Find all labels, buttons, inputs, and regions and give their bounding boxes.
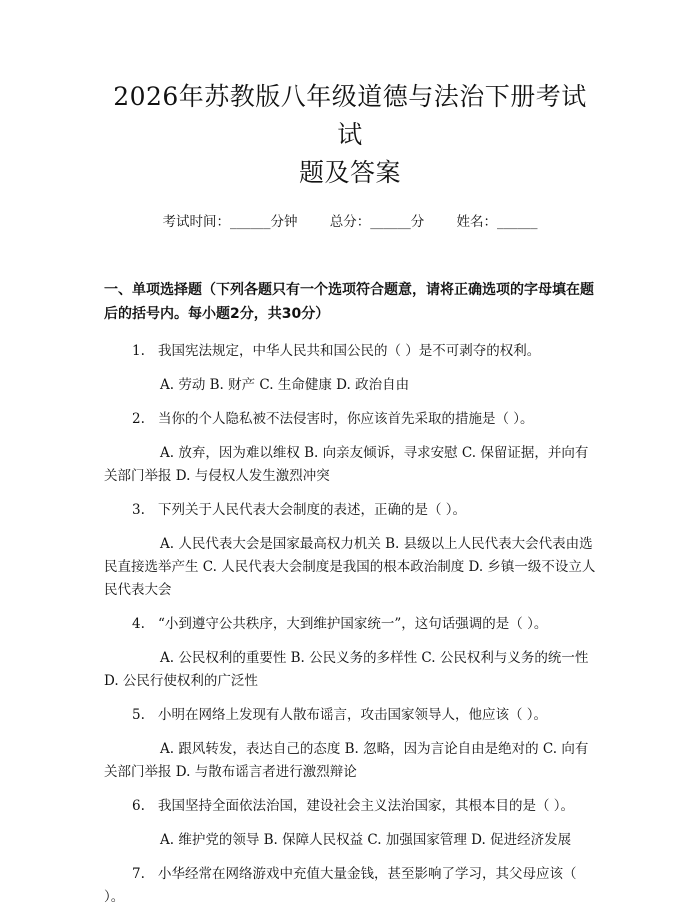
question-7 xyxy=(104,863,596,909)
question-text: 当你的个人隐私被不法侵害时，你应该首先采取的措施是（ ）。 xyxy=(158,411,534,427)
question-number: 4. xyxy=(132,616,145,632)
question-text: 我国宪法规定，中华人民共和国公民的（ ）是不可剥夺的权利。 xyxy=(158,343,541,359)
question-6 xyxy=(104,795,596,818)
question-3-options: A. 人民代表大会是国家最高权力机关 B. 县级以上人民代表大会代表由选民直接选举产生 C. 人民代表大会制度是我国的根本政治制度 D. 乡镇一级不设立人民代表大会 xyxy=(104,536,596,598)
question-5 xyxy=(104,704,596,727)
question-number: 3. xyxy=(132,502,145,518)
question-1-options: A. 劳动 B. 财产 C. 生命健康 D. 政治自由 xyxy=(160,377,410,393)
exam-time: 考试时间：______分钟 xyxy=(162,214,298,230)
question-3 xyxy=(104,499,596,522)
document-title xyxy=(104,78,596,192)
question-number: 7. xyxy=(132,866,145,882)
question-1 xyxy=(104,340,596,363)
question-text: 我国坚持全面依法治国，建设社会主义法治国家，其根本目的是（ ）。 xyxy=(158,798,575,814)
question-number: 1. xyxy=(132,343,145,359)
question-6-options: A. 维护党的领导 B. 保障人民权益 C. 加强国家管理 D. 促进经济发展 xyxy=(160,832,572,848)
section-heading: 一、单项选择题（下列各题只有一个选项符合题意，请将正确选项的字母填在题后的括号内。每小题2分，共30分） xyxy=(104,282,594,322)
question-2-options: A. 放弃，因为难以维权 B. 向亲友倾诉，寻求安慰 C. 保留证据，并向有关部门举报 D. 与侵权人发生激烈冲突 xyxy=(104,445,589,484)
question-4-options: A. 公民权利的重要性 B. 公民义务的多样性 C. 公民权利与义务的统一性 D. 公民行使权利的广泛性 xyxy=(104,650,589,689)
exam-name: 姓名：______ xyxy=(456,214,538,230)
question-5-options: A. 跟风转发，表达自己的态度 B. 忽略，因为言论自由是绝对的 C. 向有关部门举报 D. 与散布谣言者进行激烈辩论 xyxy=(104,741,589,780)
exam-meta xyxy=(104,212,596,232)
question-text: 小华经常在网络游戏中充值大量金钱，甚至影响了学习，其父母应该（ ）。 xyxy=(104,866,577,905)
exam-score: 总分：______分 xyxy=(329,214,425,230)
question-4 xyxy=(104,613,596,636)
question-text: “小到遵守公共秩序，大到维护国家统一”，这句话强调的是（ ）。 xyxy=(158,616,548,632)
question-number: 6. xyxy=(132,798,145,814)
title-line-2: 题及答案 xyxy=(298,158,401,187)
question-number: 2. xyxy=(132,411,145,427)
question-2 xyxy=(104,408,596,431)
question-text: 小明在网络上发现有人散布谣言，攻击国家领导人，他应该（ ）。 xyxy=(158,707,548,723)
question-text: 下列关于人民代表大会制度的表述，正确的是（ ）。 xyxy=(158,502,467,518)
title-line-1: 2026年苏教版八年级道德与法治下册考试试 xyxy=(113,82,587,149)
question-number: 5. xyxy=(132,707,145,723)
